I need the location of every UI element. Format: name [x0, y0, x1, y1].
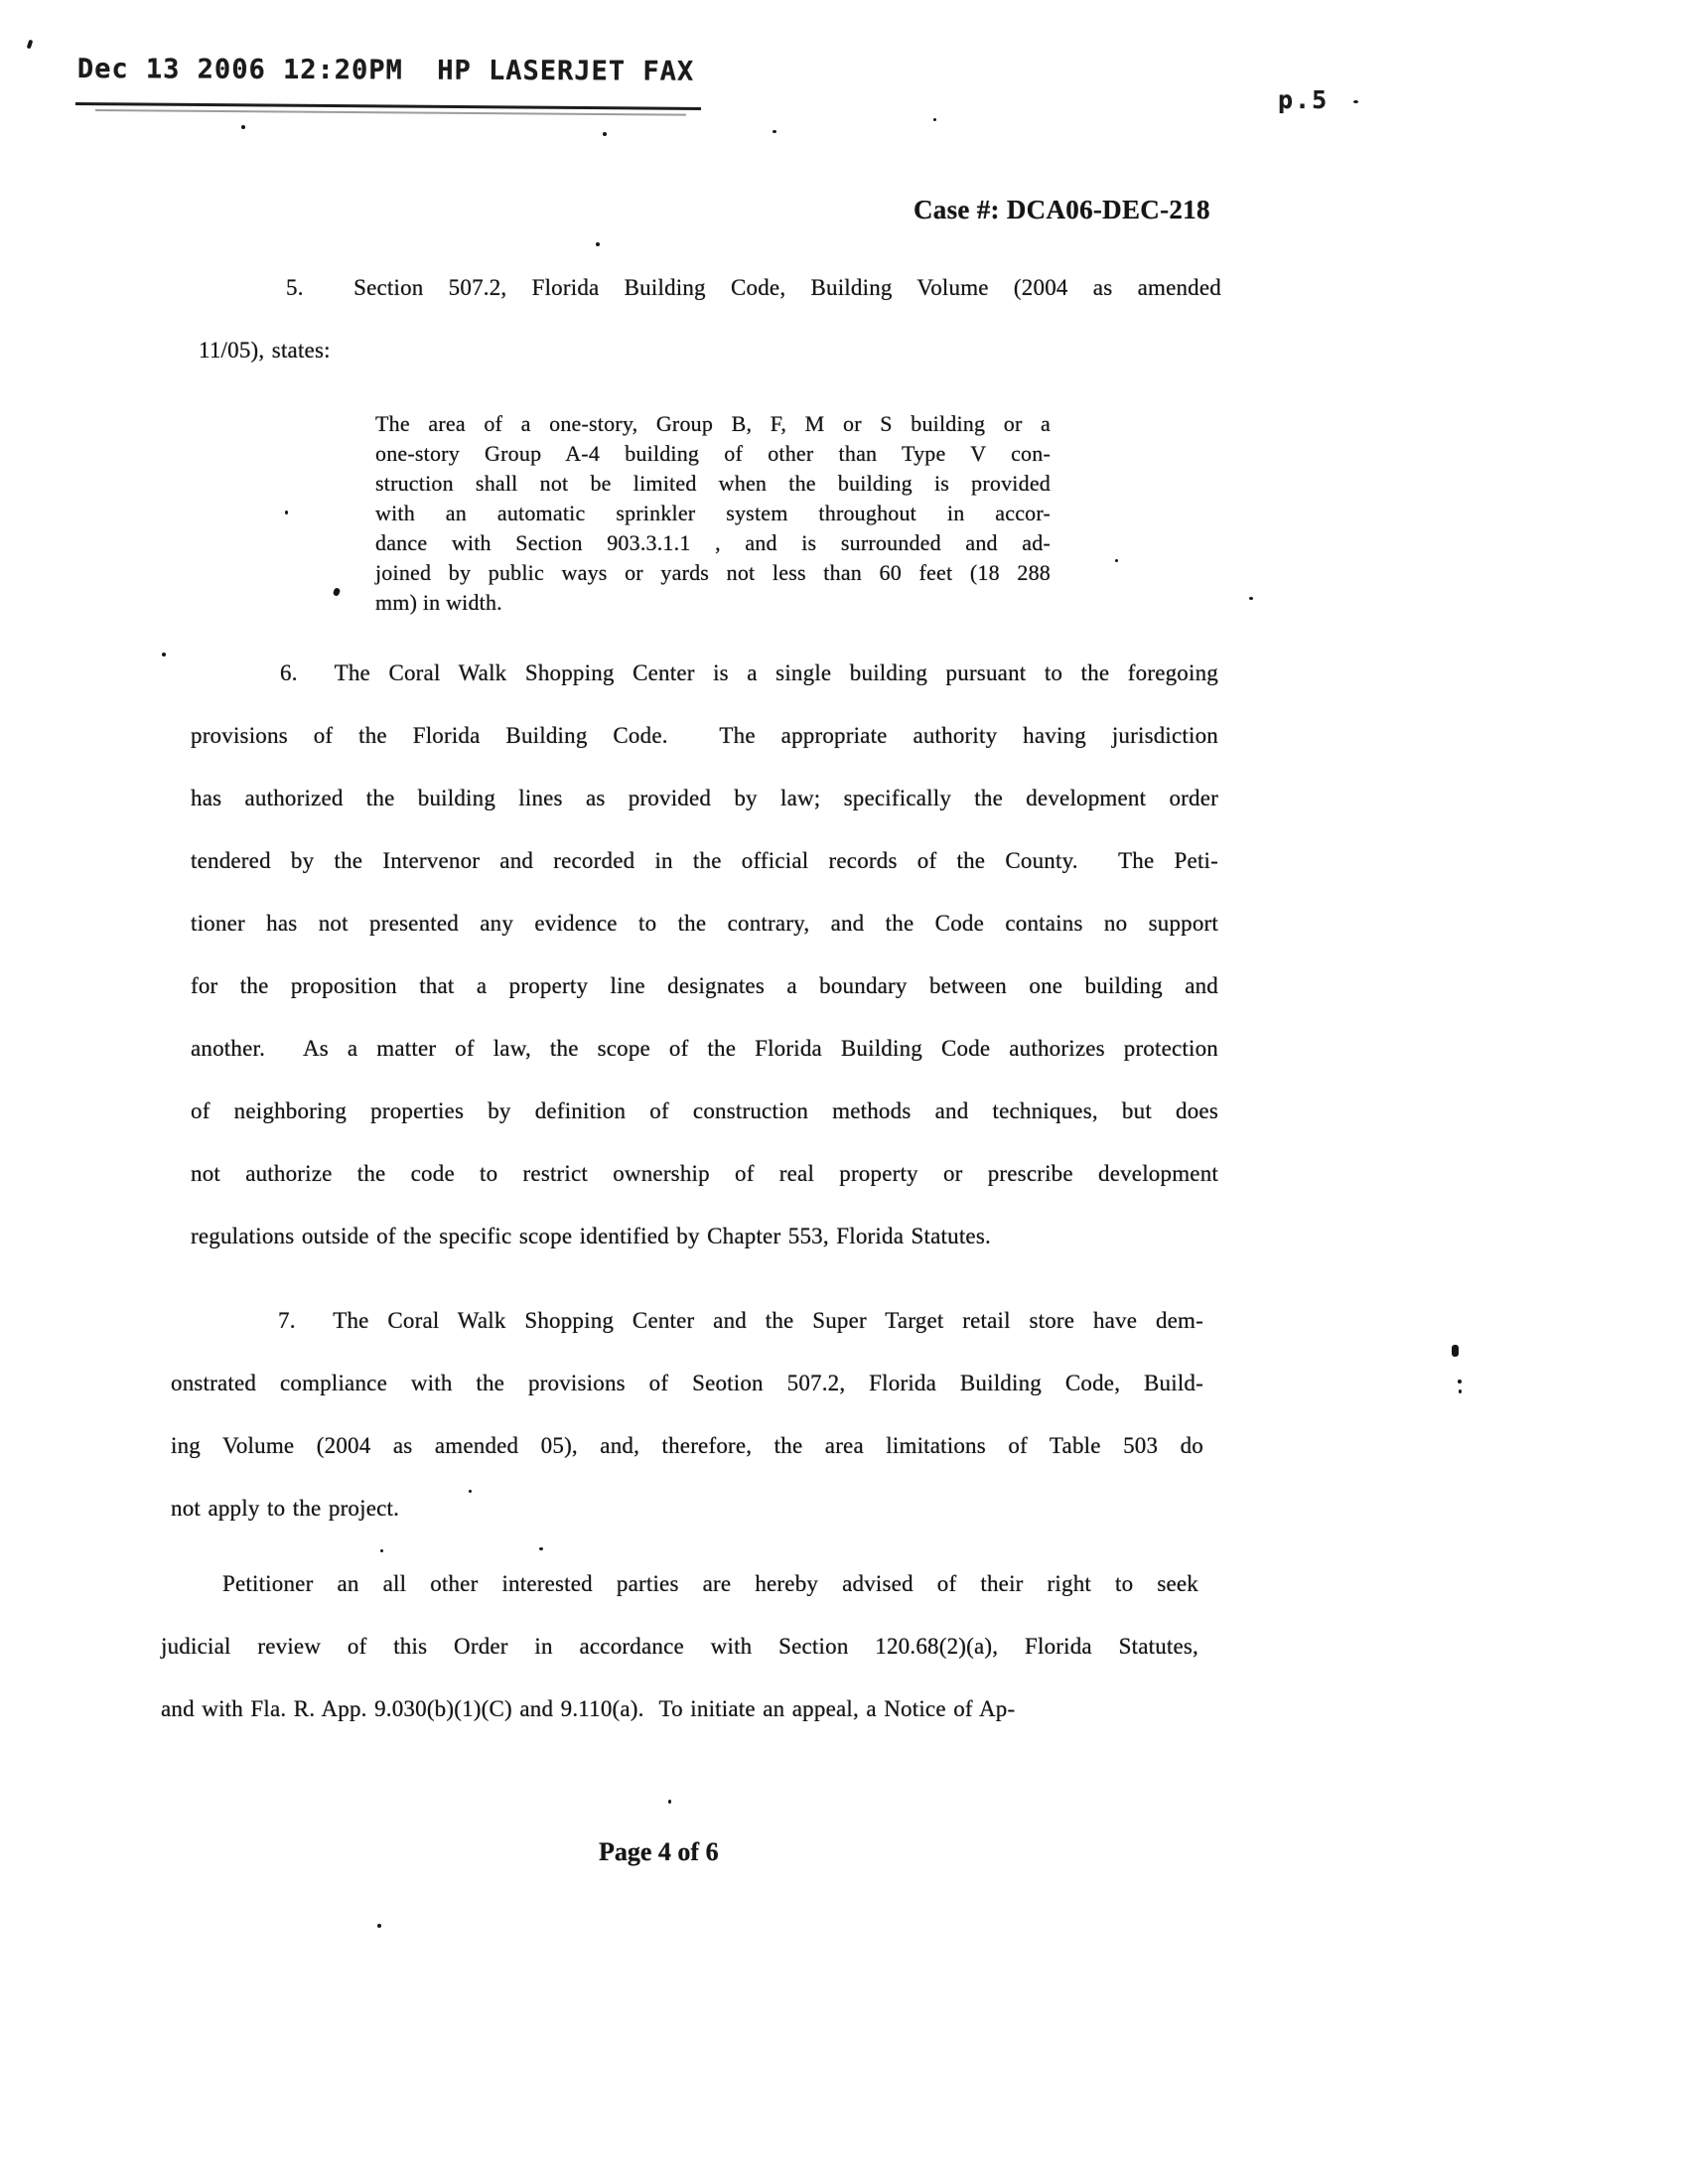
ink-speck [333, 587, 341, 597]
closing-paragraph [161, 1552, 1198, 1740]
text-line: not apply to the project. [171, 1496, 400, 1521]
text-line: tioner has not presented any evidence to the contrary, and the Code contains no support [191, 911, 1218, 936]
page-number-footer: Page 4 of 6 [599, 1837, 719, 1866]
ink-speck [1459, 1389, 1462, 1393]
ink-speck [596, 242, 600, 246]
text-line: 7. The Coral Walk Shopping Center and the Super Target retail store have dem- [278, 1308, 1203, 1333]
ink-speck [469, 1490, 472, 1493]
ink-speck [668, 1800, 671, 1804]
ink-speck [377, 1924, 381, 1928]
text-line: another. As a matter of law, the scope of the Florida Building Code authorizes protection [191, 1036, 1218, 1061]
text-line: The area of a one-story, Group B, F, M or S building or a [375, 411, 1051, 436]
text-line: of neighboring properties by definition of construction methods and techniques, but does [191, 1098, 1218, 1123]
block-quote-section-507-2 [375, 409, 1051, 618]
text-line: 6. The Coral Walk Shopping Center is a single building pursuant to the foregoing [280, 660, 1218, 685]
text-line: 5. Section 507.2, Florida Building Code, Building Volume (2004 as amended [286, 275, 1221, 300]
text-line: with an automatic sprinkler system throughout in accor- [375, 501, 1051, 525]
text-line: joined by public ways or yards not less than 60 feet (18 288 [375, 560, 1051, 585]
ink-speck [1458, 1380, 1462, 1383]
paragraph-5 [199, 256, 1221, 381]
text-line: tendered by the Intervenor and recorded in the official records of the County. The Peti- [191, 848, 1218, 873]
text-line: and with Fla. R. App. 9.030(b)(1)(C) and 9.110(a). To initiate an appeal, a Notice of Ap- [161, 1696, 1016, 1721]
ink-speck [1249, 597, 1253, 600]
ink-speck [27, 40, 34, 50]
paragraph-7 [171, 1289, 1203, 1539]
text-line: dance with Section 903.3.1.1 , and is surrounded and ad- [375, 530, 1051, 555]
text-line: ing Volume (2004 as amended 05), and, therefore, the area limitations of Table 503 do [171, 1433, 1203, 1458]
text-line: 11/05), states: [199, 338, 331, 363]
ink-speck [162, 653, 166, 656]
text-line: for the proposition that a property line designates a boundary between one building and [191, 973, 1218, 998]
text-line: provisions of the Florida Building Code. The appropriate authority having jurisdiction [191, 723, 1218, 748]
ink-speck [773, 130, 776, 133]
text-line: one-story Group A-4 building of other than Type V con- [375, 441, 1051, 466]
text-line: Petitioner an all other interested parties are hereby advised of their right to seek [222, 1571, 1198, 1596]
ink-speck [1452, 1345, 1459, 1357]
fax-header-underline-shadow [95, 109, 686, 116]
ink-speck [933, 118, 936, 121]
case-number: Case #: DCA06-DEC-218 [914, 195, 1210, 224]
text-line: judicial review of this Order in accordance with Section 120.68(2)(a), Florida Statutes, [161, 1634, 1198, 1659]
ink-speck [539, 1547, 543, 1550]
text-line: regulations outside of the specific scope identified by Chapter 553, Florida Statutes. [191, 1224, 991, 1248]
text-line: onstrated compliance with the provisions of Seotion 507.2, Florida Building Code, Build- [171, 1371, 1203, 1395]
text-line: has authorized the building lines as provided by law; specifically the development order [191, 786, 1218, 810]
ink-speck [241, 125, 245, 129]
ink-speck [380, 1549, 383, 1552]
ink-speck [1353, 100, 1358, 103]
ink-speck [285, 510, 288, 514]
text-line: mm) in width. [375, 590, 502, 615]
text-line: not authorize the code to restrict ownership of real property or prescribe development [191, 1161, 1218, 1186]
paragraph-6 [191, 642, 1218, 1267]
fax-page-indicator: p.5 [1278, 85, 1330, 114]
text-line: struction shall not be limited when the building is provided [375, 471, 1051, 496]
ink-speck [1115, 559, 1118, 562]
ink-speck [603, 132, 607, 136]
fax-timestamp-header: Dec 13 2006 12:20PM HP LASERJET FAX [76, 54, 695, 87]
